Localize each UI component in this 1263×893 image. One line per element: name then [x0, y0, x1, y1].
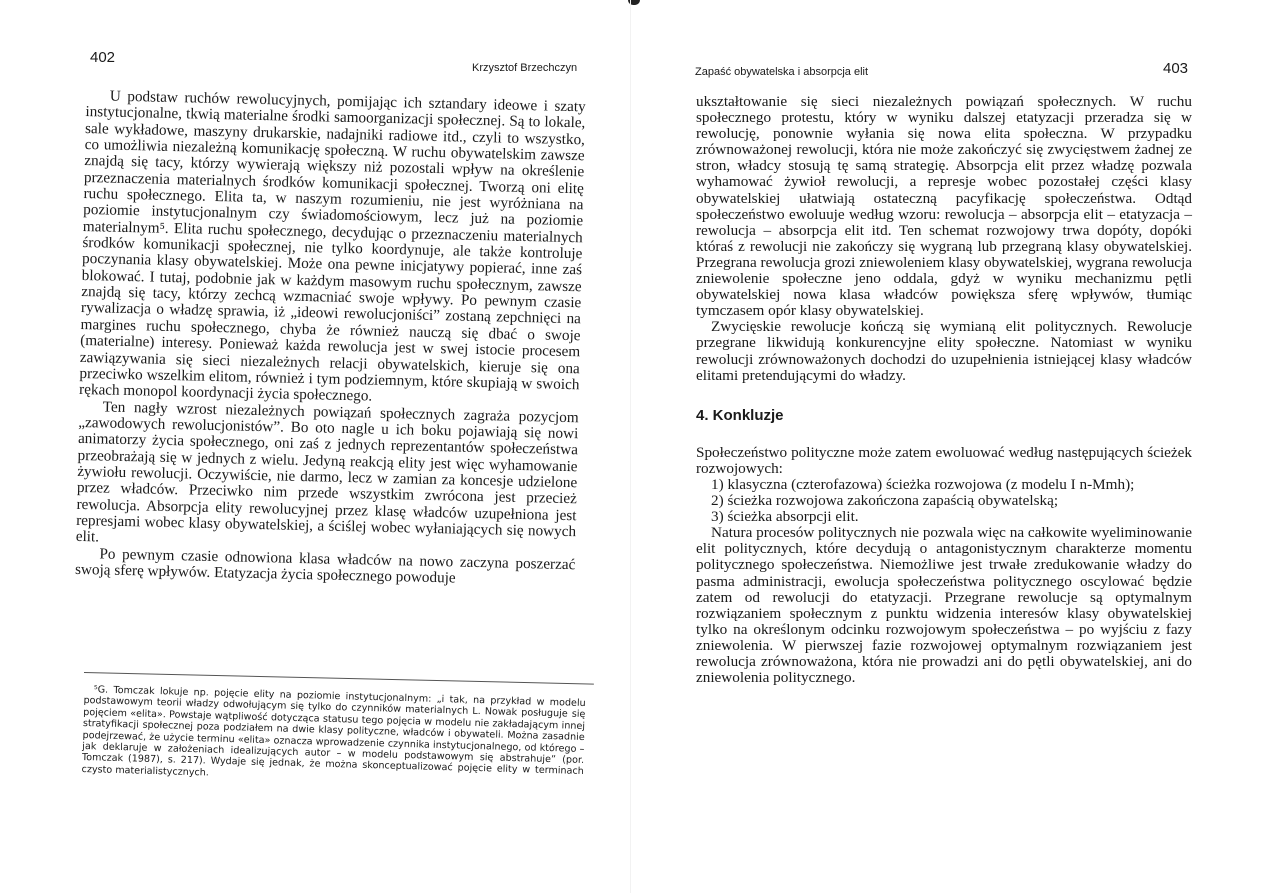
left-paragraph-1: U podstaw ruchów rewolucyjnych, pomijając ich sztandary ideowe i szaty instytucjonalne, tkwią materialne środki samoorganizacji społecznej. Są to lokale, sale wykładowe, maszyny drukarskie, nadajniki radiowe itd., czyli to wszystko, co umożliwia niezależną komunikację społeczną. W ruchu obywatelskim zawsze znajdą się tacy, którzy wywierają większy niż pozostali wpływ na określenie przeznaczenia materialnych środków komunikacji społecznej. Tworzą oni elitę ruchu społecznego. Elita ta, w naszym rozumieniu, nie jest wyróżniana na poziomie instytucjonalnym czy świadomościowym, lecz już na poziomie materialnym⁵. Elita ruchu społecznego, decydując o przeznaczeniu materialnych środków komunikacji społecznej, nie tylko koordynuje, ale także kontroluje poczynania klasy obywatelskiej. Może ona pewne inicjatywy popierać, inne zaś blokować. I tutaj, podobnie jak w każdym masowym ruchu społecznym, zawsze znajdą się tacy, którzy zechcą wzmacniać swoje wpływy. Po pewnym czasie rywalizacja o władzę sprawia, iż „ideowi rewolucjoniści” zostaną zepchnięci na margines ruchu społecznego, chyba że również nauczą się dbać o swoje (materialne) interesy. Ponieważ każda rewolucja jest w swej istocie procesem zawiązywania się sieci niezależnych relacji obywatelskich, kieruje się ona przeciwko wszelkim elitom, również i tym podziemnym, które skupiają w swoich rękach monopol koordynacji życia społecznego. — [78, 87, 586, 405]
left-paragraph-2: Ten nagły wzrost niezależnych powiązań społecznych zagraża pozycjom „zawodowych rewolucjonistów”. Bo oto nagle u ich boku pojawiają się nowi animatorzy życia społecznego, oni zaś z jednych reprezentantów społeczeństwa przeobrażają się w jednych z wielu. Jedyną reakcją elity jest więc wyhamowanie żywiołu rewolucji. Oczywiście, nie darmo, lecz w zamian za koncesje udzielone przez władców. Przeciwko nim przede wszystkim zwrócona jest przecież rewolucja. Absorpcja elity rewolucyjnej przez klasę władców uzupełniona jest represjami wobec klasy obywatelskiej, a ściślej wobec wyłaniających się nowych elit. — [75, 397, 579, 546]
right-page — [631, 0, 1263, 893]
right-paragraph-2: Zwycięskie rewolucje kończą się wymianą elit politycznych. Rewolucje przegrane likwidują konkurencyjne elity społeczne. Natomiast w wyniku rewolucji zrównoważonych dochodzi do uzupełnienia istniejącej klasy władców elitami pretendującymi do władzy. — [696, 318, 1192, 384]
section-heading-konkluzje: 4. Konkluzje — [696, 406, 784, 424]
conclusions-paragraph: Natura procesów politycznych nie pozwala więc na całkowite wyeliminowanie elit politycznych, które decydują o antagonistycznym charakterze momentu politycznego społeczeństwa. Niemożliwe jest trwałe zredukowanie władzy do pasma administracji, ewolucja społeczeństwa politycznego oscylować będzie zatem od rewolucji do etatyzacji. Przegrane rewolucje są optymalnym rozwiązaniem społecznym z punktu widzenia interesów klasy obywatelskiej tylko na określonym odcinku rozwojowym społeczeństwa – po wyjściu z fazy zniewolenia. W pierwszej fazie rozwojowej optymalnym rozwiązaniem jest rewolucja zrównoważona, która nie prowadzi ani do pętli obywatelskiej, ani do zniewolenia politycznego. — [696, 524, 1192, 687]
conclusions-intro: Społeczeństwo polityczne może zatem ewoluować według następujących ścieżek rozwojowych: — [696, 443, 1192, 477]
path-list-item-2: 2) ścieżka rozwojowa zakończona zapaścią obywatelską; — [711, 492, 1059, 510]
left-page-number: 402 — [90, 49, 116, 66]
left-running-head: Krzysztof Brzechczyn — [472, 62, 578, 74]
right-body-text — [696, 94, 1192, 686]
footnote-divider — [84, 672, 594, 685]
left-body-text — [75, 88, 586, 590]
path-list-item-1: 1) klasyczna (czterofazowa) ścieżka rozwojowa (z modelu I n-Mmh); — [711, 475, 1135, 493]
right-paragraph-1: ukształtowanie się sieci niezależnych powiązań społecznych. W ruchu społecznego protestu, który w wyniku dalszej etatyzacji przeradza się w rewolucję, ponownie wyłania się nowa elita społeczna. W przypadku zrównoważonej rewolucji, która nie może zakończyć się zwycięstwem żadnej ze stron, władcy stosują tę samą strategię. Absorpcja elit przez władzę pozwala wyhamować żywioł rewolucji, a represje wobec pozostałej części klasy obywatelskiej ułatwiają ostateczną pacyfikację społeczeństwa. Odtąd społeczeństwo ewoluuje według wzoru: rewolucja – absorpcja elit – etatyzacja – rewolucja – absorpcja elit itd. Ten schemat rozwojowy trwa dopóty, dopóki któraś z rewolucji nie zakończy się wygraną lub przegraną klasy obywatelskiej. Przegrana rewolucja grozi zniewoleniem klasy obywatelskiej, wygrana rewolucja zniewolenie społeczne jeno oddala, gdyż w wyniku mechanizmu pętli obywatelskiej nowa klasa władców powiększa sferę wpływów, tłumiąc tymczasem opór klasy obywatelskiej. — [696, 93, 1192, 320]
path-list-item-3: 3) ścieżka absorpcji elit. — [711, 508, 859, 526]
footnote-5: ⁵G. Tomczak lokuje np. pojęcie elity na poziomie instytucjonalnym: „i tak, na przykład w modelu podstawowym teorii władzy odwołującym się tylko do czynników materialnych L. Nowak posługuje się pojęciem «elita». Powstaje wątpliwość dotycząca statusu tego pojęcia w modelu nie zakładającym innej stratyfikacji społecznej poza podziałem na dwie klasy polityczne, władców i obywateli. Można zasadnie podejrzewać, że użycie terminu «elita» oznacza wprowadzenie czynnika instytucjonalnego, od którego – jak deklaruje w założeniach idealizujących autor – w modelu podstawowym się abstrahuje” (por. Tomczak (1987), s. 217). Wydaje się jednak, że można skonceptualizować pojęcie elity w terminach czysto materialistycznych. — [81, 684, 586, 779]
right-page-number: 403 — [1163, 60, 1189, 77]
left-page — [0, 0, 631, 893]
right-running-head: Zapaść obywatelska i absorpcja elit — [695, 66, 869, 78]
left-footnotes — [81, 684, 585, 789]
left-paragraph-3: Po pewnym czasie odnowiona klasa władców na nowo zaczyna poszerzać swoją sferę wpływów. Etatyzacja życia społecznego powoduje — [74, 545, 576, 587]
